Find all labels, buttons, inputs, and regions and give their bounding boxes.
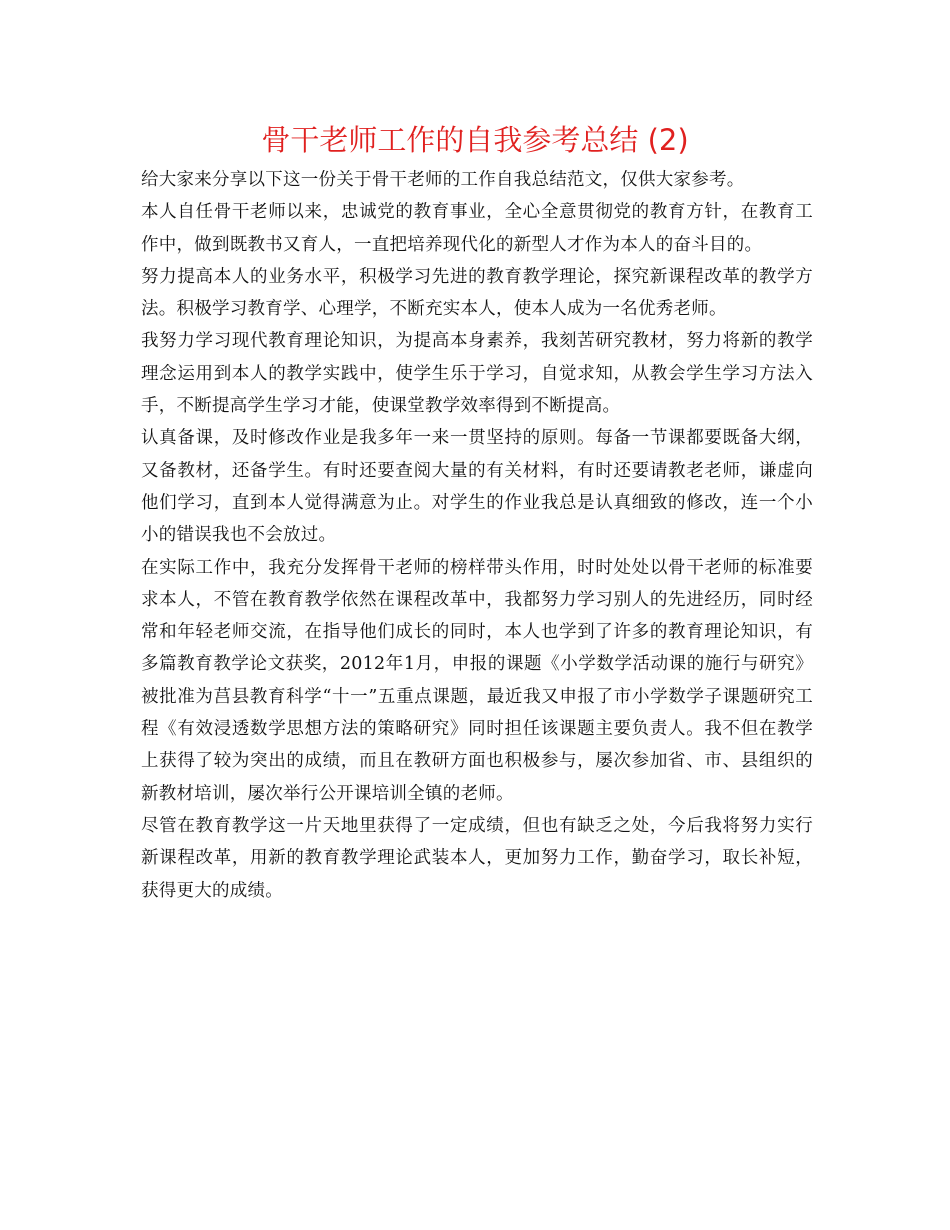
paragraph-lesson-preparation: 认真备课，及时修改作业是我多年一来一贯坚持的原则。每备一节课都要既备大纲，又备教材，还备学生。有时还要查阅大量的有关材料，有时还要请教老老师，谦虚向他们学习，直到本人觉得满意为止。对学生的作业我总是认真细致的修改，连一个小小的错误我也不会放过。 [141, 428, 813, 546]
paragraph-theory-study: 我努力学习现代教育理论知识，为提高本身素养，我刻苦研究教材，努力将新的教学理念运用到本人的教学实践中，使学生乐于学习，自觉求知，从教会学生学习方法入手，不断提高学生学习才能，使课堂教学效率得到不断提高。 [141, 331, 813, 417]
paragraph-conclusion: 尽管在教育教学这一片天地里获得了一定成绩，但也有缺乏之处，今后我将努力实行新课程改革，用新的教育教学理论武装本人，更加努力工作，勤奋学习，取长补短，获得更大的成绩。 [141, 815, 813, 901]
paragraph-dedication: 本人自任骨干老师以来，忠诚党的教育事业，全心全意贯彻党的教育方针，在教育工作中，做到既教书又育人，一直把培养现代化的新型人才作为本人的奋斗目的。 [141, 202, 813, 255]
paragraph-intro: 给大家来分享以下这一份关于骨干老师的工作自我总结范文，仅供大家参考。 [141, 170, 745, 190]
document-body [141, 164, 813, 907]
paragraph-role-model: 在实际工作中，我充分发挥骨干老师的榜样带头作用，时时处处以骨干老师的标准要求本人，不管在教育教学依然在课程改革中，我都努力学习别人的先进经历，同时经常和年轻老师交流，在指导他们成长的同时，本人也学到了许多的教育理论知识，有多篇教育教学论文获奖，2012年1月，申报的课题《小学数学活动课的施行与研究》被批准为莒县教育科学“十一”五重点课题，最近我又申报了市小学数学子课题研究工程《有效浸透数学思想方法的策略研究》同时担任该课题主要负责人。我不但在教学上获得了较为突出的成绩，而且在教研方面也积极参与，屡次参加省、市、县组织的新教材培训，屡次举行公开课培训全镇的老师。 [141, 557, 813, 804]
document-title: 骨干老师工作的自我参考总结 (2) [261, 123, 689, 157]
paragraph-professional-level: 努力提高本人的业务水平，积极学习先进的教育教学理论，探究新课程改革的教学方法。积极学习教育学、心理学，不断充实本人，使本人成为一名优秀老师。 [141, 266, 813, 320]
